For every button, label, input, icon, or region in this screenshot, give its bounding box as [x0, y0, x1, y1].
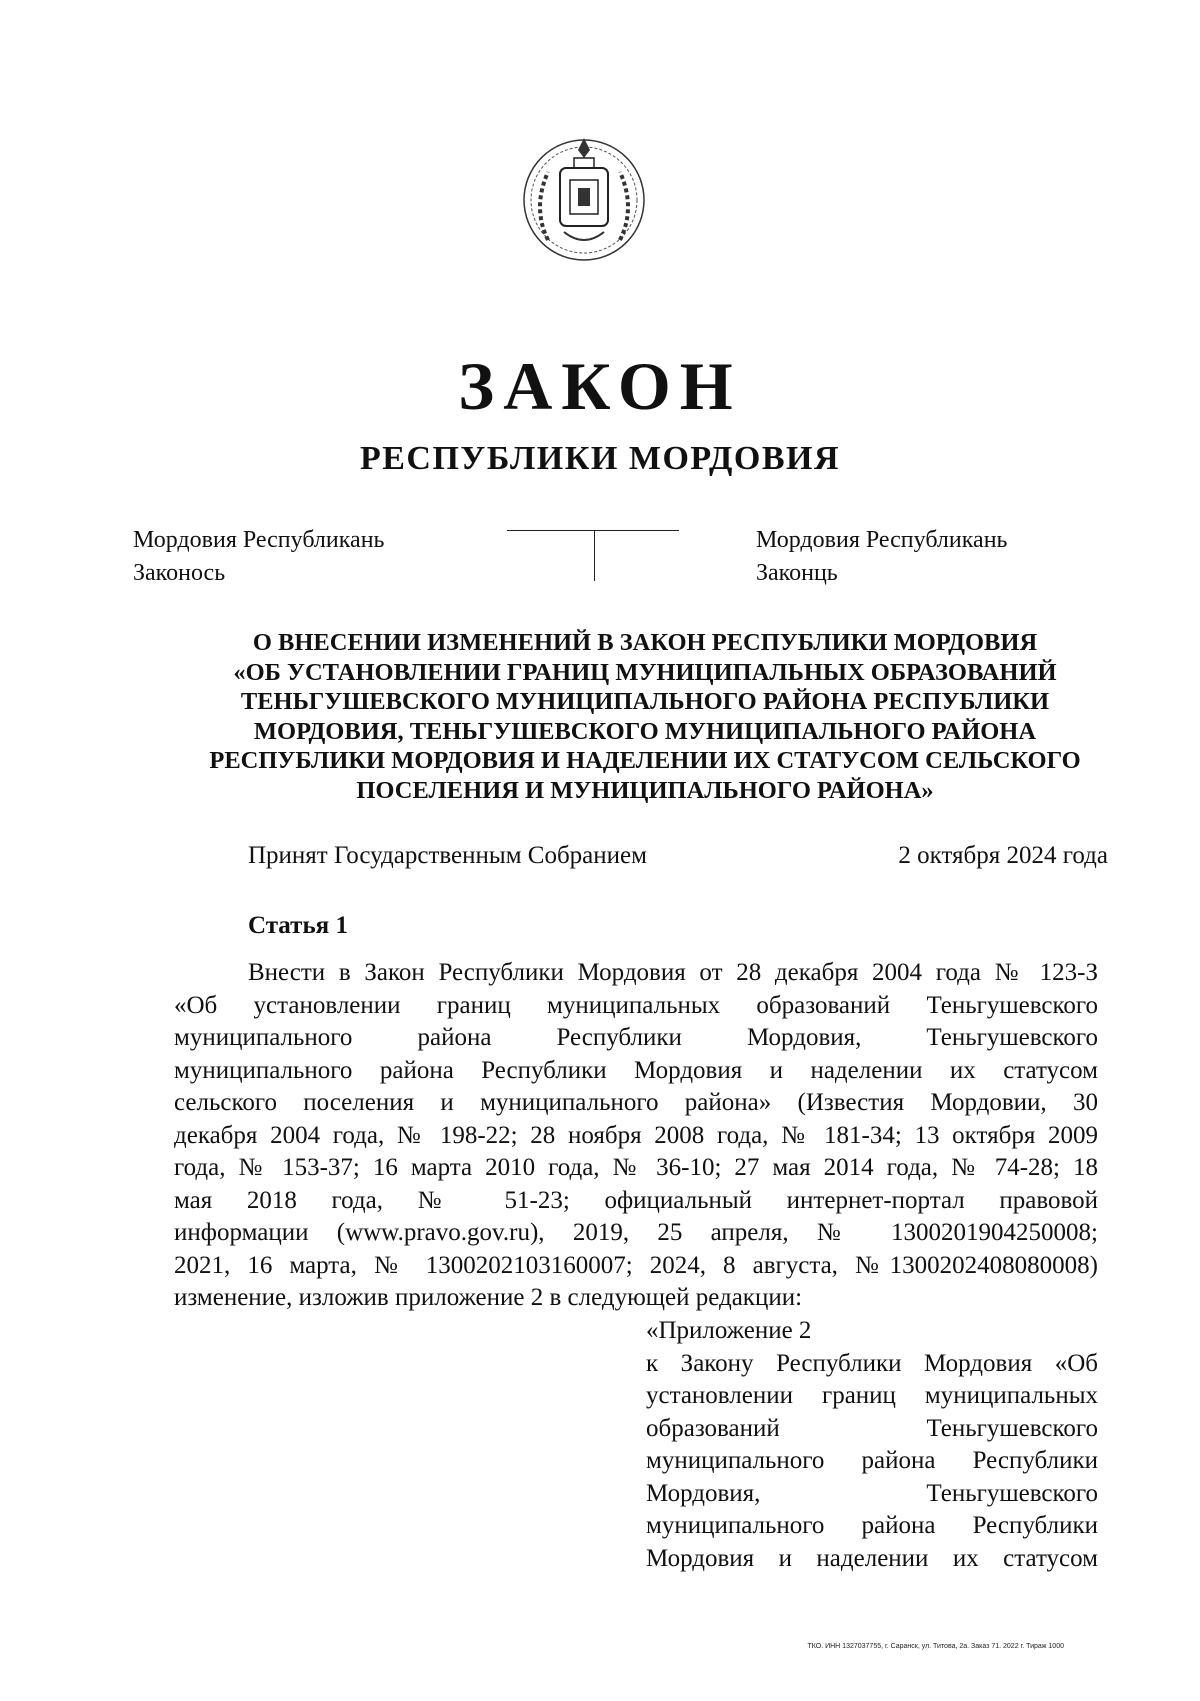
divider-tick	[594, 531, 595, 581]
appendix-line: муниципального района Республики	[646, 1447, 1098, 1474]
paragraph-line: мая 2018 года, № 51-23; официальный интернет-портал правовой	[174, 1186, 1098, 1214]
document-subtitle: РЕСПУБЛИКИ МОРДОВИЯ	[359, 440, 841, 477]
appendix-line: образований Теньгушевского	[646, 1414, 1098, 1442]
appendix-line: «Приложение 2	[646, 1317, 812, 1344]
paragraph-line: информации (www.pravo.gov.ru), 2019, 25 апреля, № 1300201904250008;	[174, 1219, 1098, 1246]
paragraph-line: муниципального района Республики Мордовия и наделении их статусом	[174, 1056, 1098, 1084]
coat-of-arms-emblem	[518, 128, 650, 266]
paragraph-line: сельского поселения и муниципального района» (Известия Мордовии, 30	[174, 1089, 1098, 1116]
article-body	[174, 957, 1098, 1315]
paragraph-line: Внести в Закон Республики Мордовия от 28 декабря 2004 года № 123-З	[248, 959, 1098, 986]
law-name: О ВНЕСЕНИИ ИЗМЕНЕНИЙ В ЗАКОН РЕСПУБЛИКИ МОРДОВИЯ «ОБ УСТАНОВЛЕНИИ ГРАНИЦ МУНИЦИПАЛЬНЫХ ОБРАЗОВАНИЙ ТЕНЬГУШЕВСКОГО МУНИЦИПАЛЬНОГО РАЙОНА РЕСПУБЛИКИ МОРДОВИЯ, ТЕНЬГУШЕВСКОГО МУНИЦИПАЛЬНОГО РАЙОНА РЕСПУБЛИКИ МОРДОВИЯ И НАДЕЛЕНИИ ИХ СТАТУСОМ СЕЛЬСКОГО ПОСЕЛЕНИЯ И МУНИЦИПАЛЬНОГО РАЙОНА»	[209, 629, 1081, 804]
divider-line	[507, 530, 679, 531]
article-heading: Статья 1	[248, 912, 348, 939]
paragraph-line: декабря 2004 года, № 198-22; 28 ноября 2008 года, № 181-34; 13 октября 2009	[174, 1121, 1098, 1149]
paragraph-line: «Об установлении границ муниципальных образований Теньгушевского	[174, 991, 1098, 1019]
appendix-line: муниципального района Республики	[646, 1512, 1098, 1539]
paragraph-line: года, № 153-37; 16 марта 2010 года, № 36-10; 27 мая 2014 года, № 74-28; 18	[174, 1154, 1098, 1181]
print-footer: ТКО. ИНН 1327037755, г. Саранск, ул. Титова, 2а. Заказ 71. 2022 г. Тираж 1000	[807, 1643, 1064, 1650]
paragraph-line: 2021, 16 марта, № 1300202103160007; 2024, 8 августа, №1300202408080008)	[174, 1251, 1098, 1279]
paragraph-line: муниципального района Республики Мордовия, Теньгушевского	[174, 1024, 1098, 1051]
paragraph-line: изменение, изложив приложение 2 в следующей редакции:	[174, 1284, 803, 1311]
mordovian-title-left: Мордовия Республикань Законось	[133, 527, 385, 586]
adopted-label: Принят Государственным Собранием	[248, 842, 647, 869]
adopted-date: 2 октября 2024 года	[898, 842, 1108, 869]
mordovian-title-right: Мордовия Республикань Законць	[756, 527, 1008, 586]
document-title: ЗАКОН	[458, 348, 742, 424]
appendix-line: к Закону Республики Мордовия «Об	[646, 1349, 1098, 1377]
appendix-line: Мордовия и наделении их статусом	[646, 1544, 1098, 1572]
appendix-line: Мордовия, Теньгушевского	[646, 1479, 1098, 1507]
appendix-line: установлении границ муниципальных	[646, 1382, 1098, 1409]
appendix-block	[646, 1315, 1098, 1575]
